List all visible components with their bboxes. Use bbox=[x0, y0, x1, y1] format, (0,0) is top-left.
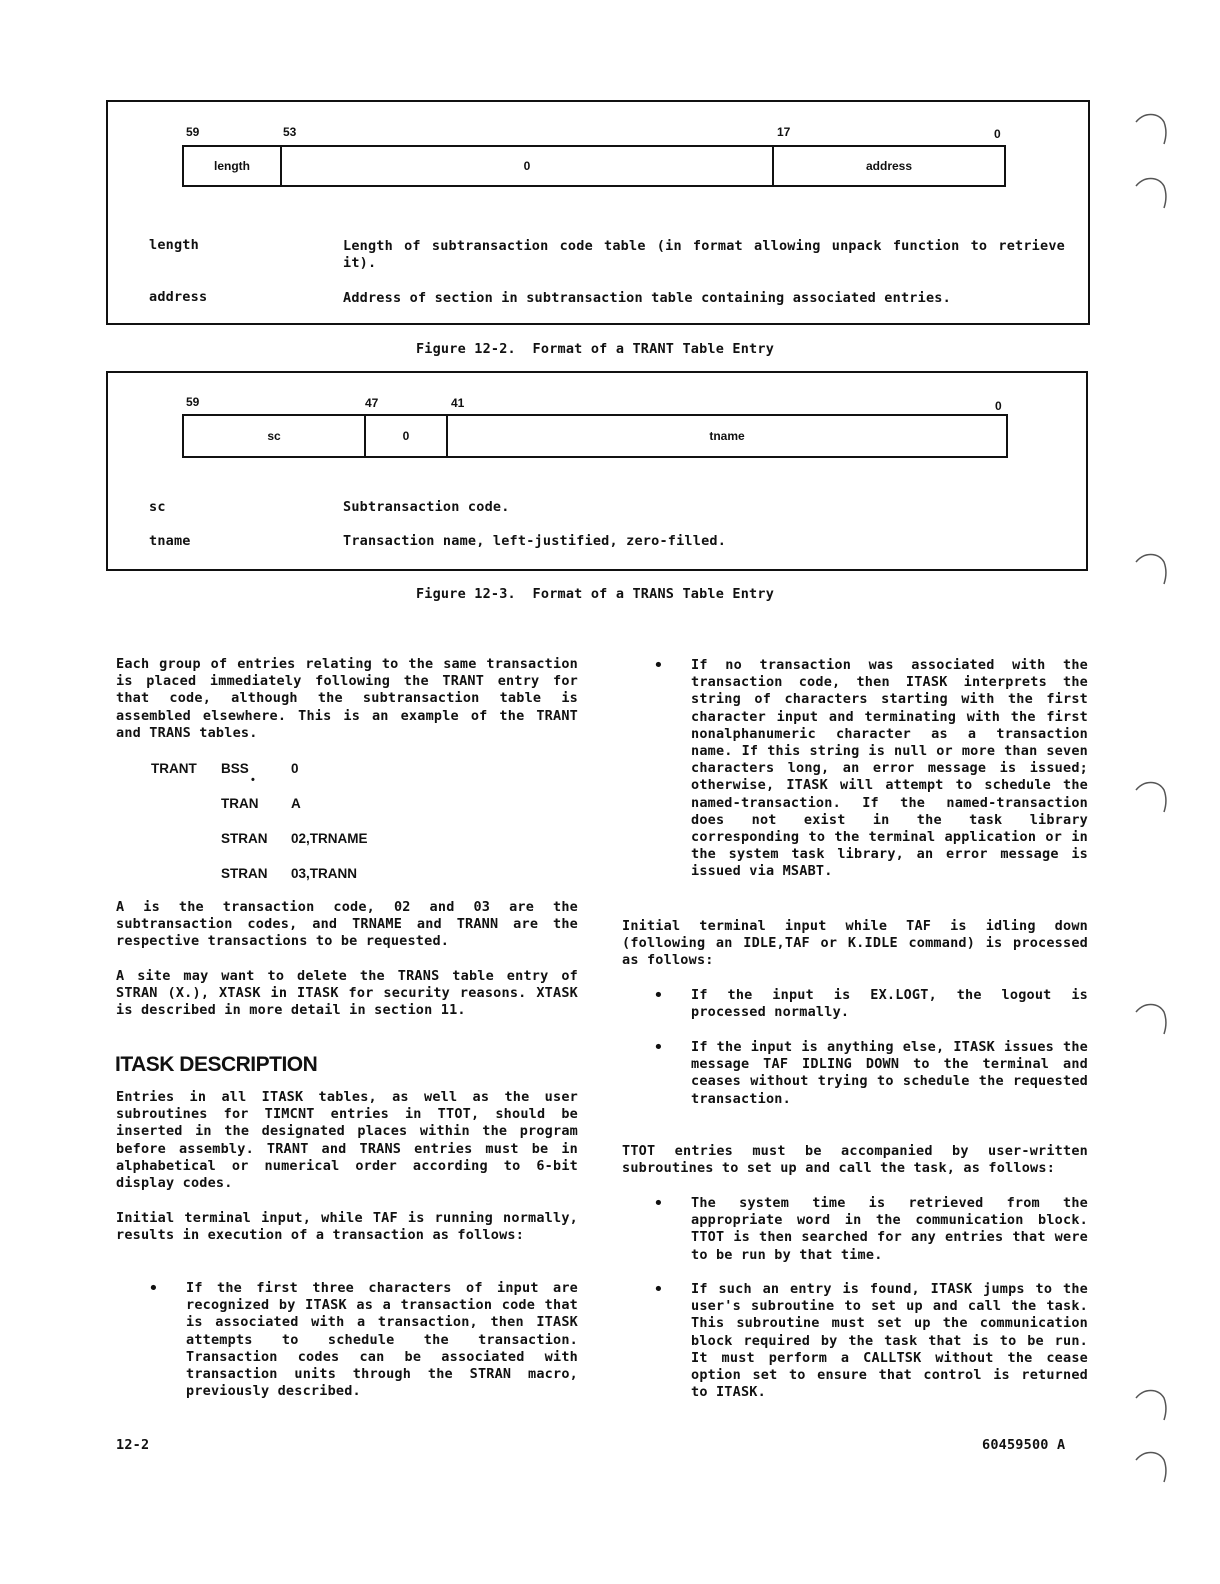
field-tname: tname bbox=[446, 416, 1006, 456]
term-length: length bbox=[149, 237, 199, 253]
bit-label-17: 17 bbox=[777, 125, 791, 139]
bullet-icon: • bbox=[653, 655, 664, 676]
binder-hole-icon bbox=[1134, 108, 1168, 148]
section-heading-itask-description: ITASK DESCRIPTION bbox=[115, 1053, 318, 1076]
bullet-icon: • bbox=[653, 1037, 664, 1058]
def-sc: Subtransaction code. bbox=[343, 499, 510, 515]
bit-label-59: 59 bbox=[186, 125, 200, 139]
field-zero: 0 bbox=[280, 147, 772, 185]
code-arg-trname: 02,TRNAME bbox=[291, 831, 368, 846]
paragraph-transaction-codes: A is the transaction code, 02 and 03 are the subtransaction codes, and TRNAME and TRANN are the respective transactions to be requested. bbox=[116, 899, 578, 950]
paragraph-delete-trans-entry: A site may want to delete the TRANS table entry of STRAN (X.), XTASK in ITASK for security reasons. XTASK is described in more detail in section 11. bbox=[116, 968, 578, 1019]
term-address: address bbox=[149, 289, 208, 305]
field-sc: sc bbox=[267, 429, 281, 443]
field-zero: 0 bbox=[364, 416, 446, 456]
bullet-input-anything-else: If the input is anything else, ITASK issues the message TAF IDLING DOWN to the terminal and ceases without trying to schedule the requested transaction. bbox=[691, 1039, 1088, 1107]
def-length: Length of subtransaction code table (in format allowing unpack function to retrieve it). bbox=[343, 238, 1065, 272]
bullet-icon: • bbox=[653, 985, 664, 1006]
bullet-icon: • bbox=[653, 1193, 664, 1214]
term-tname: tname bbox=[149, 533, 191, 549]
paragraph-initial-input-running: Initial terminal input, while TAF is running normally, results in execution of a transaction as follows: bbox=[116, 1210, 578, 1244]
binder-hole-icon bbox=[1134, 998, 1168, 1038]
bullet-entry-found: If such an entry is found, ITASK jumps to the user's subroutine to set up and call the task. This subroutine must set up the communication block required by the task that is to be run. It must perform a CALLTSK without the cease option set to ensure that control is returned to ITASK. bbox=[691, 1281, 1088, 1401]
bullet-transaction-code-recognized: If the first three characters of input are recognized by ITASK as a transaction code that is associated with a transaction, then ITASK attempts to schedule the transaction. Transaction codes can be associated with transaction units through the STRAN macro, previously described. bbox=[186, 1280, 578, 1400]
bullet-system-time-retrieved: The system time is retrieved from the appropriate word in the communication block. TTOT is then searched for any entries that were to be run by that time. bbox=[691, 1195, 1088, 1263]
bullet-no-transaction-associated: If no transaction was associated with the transaction code, then ITASK interprets the string of characters starting with the first character input and terminating with the first nonalphanumeric character as a transaction name. If this string is null or more than seven characters long, an error message is issued; otherwise, ITASK will attempt to schedule the named-transaction. If the named-transaction does not exist in the task library corresponding to the terminal application or in the system task library, an error message is issued via MSABT. bbox=[691, 657, 1088, 880]
code-op-stran-2: STRAN bbox=[221, 866, 268, 881]
bit-label-0: 0 bbox=[994, 127, 1001, 141]
bit-label-0: 0 bbox=[995, 399, 1002, 413]
code-label-trant: TRANT bbox=[151, 761, 197, 776]
code-continuation-dot: • bbox=[251, 774, 255, 786]
field-address: address bbox=[772, 147, 1004, 185]
bit-label-41: 41 bbox=[451, 396, 465, 410]
bullet-icon: • bbox=[148, 1278, 159, 1299]
figure-12-2-caption: Figure 12-2. Format of a TRANT Table Entry bbox=[415, 341, 775, 357]
code-arg-0: 0 bbox=[291, 761, 299, 776]
bit-label-47: 47 bbox=[365, 396, 379, 410]
paragraph-trant-trans-grouping: Each group of entries relating to the same transaction is placed immediately following the TRANT entry for that code, although the subtransaction table is assembled elsewhere. This is an example of the TRANT and TRANS tables. bbox=[116, 656, 578, 741]
paragraph-ttot-entries: TTOT entries must be accompanied by user-written subroutines to set up and call the task, as follows: bbox=[622, 1143, 1088, 1177]
binder-hole-icon bbox=[1134, 1384, 1168, 1424]
code-op-tran: TRAN bbox=[221, 796, 259, 811]
code-arg-a: A bbox=[291, 796, 301, 811]
binder-hole-icon bbox=[1134, 776, 1168, 816]
bullet-input-ex-logt: If the input is EX.LOGT, the logout is processed normally. bbox=[691, 987, 1088, 1021]
bullet-icon: • bbox=[653, 1279, 664, 1300]
paragraph-initial-input-idling: Initial terminal input while TAF is idling down (following an IDLE,TAF or K.IDLE command) is processed as follows: bbox=[622, 918, 1088, 969]
bit-label-59: 59 bbox=[186, 395, 200, 409]
binder-hole-icon bbox=[1134, 1446, 1168, 1486]
binder-hole-icon bbox=[1134, 172, 1168, 212]
code-arg-trann: 03,TRANN bbox=[291, 866, 358, 881]
document-number: 60459500 A bbox=[982, 1437, 1066, 1453]
field-length: length bbox=[214, 159, 250, 173]
bit-label-53: 53 bbox=[283, 125, 297, 139]
term-sc: sc bbox=[149, 499, 166, 515]
paragraph-itask-tables: Entries in all ITASK tables, as well as the user subroutines for TIMCNT entries in TTOT, should be inserted in the designated places within the program before assembly. TRANT and TRANS entries must be in alphabetical or numerical order according to 6-bit display codes. bbox=[116, 1089, 578, 1192]
trans-word-layout bbox=[182, 414, 1008, 458]
def-tname: Transaction name, left-justified, zero-filled. bbox=[343, 533, 727, 549]
trant-word-layout bbox=[182, 145, 1006, 187]
code-op-stran-1: STRAN bbox=[221, 831, 268, 846]
figure-12-3-caption: Figure 12-3. Format of a TRANS Table Entry bbox=[415, 586, 775, 602]
page-number: 12-2 bbox=[116, 1437, 150, 1453]
code-op-bss: BSS bbox=[221, 761, 249, 776]
def-address: Address of section in subtransaction table containing associated entries. bbox=[343, 290, 951, 306]
binder-hole-icon bbox=[1134, 548, 1168, 588]
